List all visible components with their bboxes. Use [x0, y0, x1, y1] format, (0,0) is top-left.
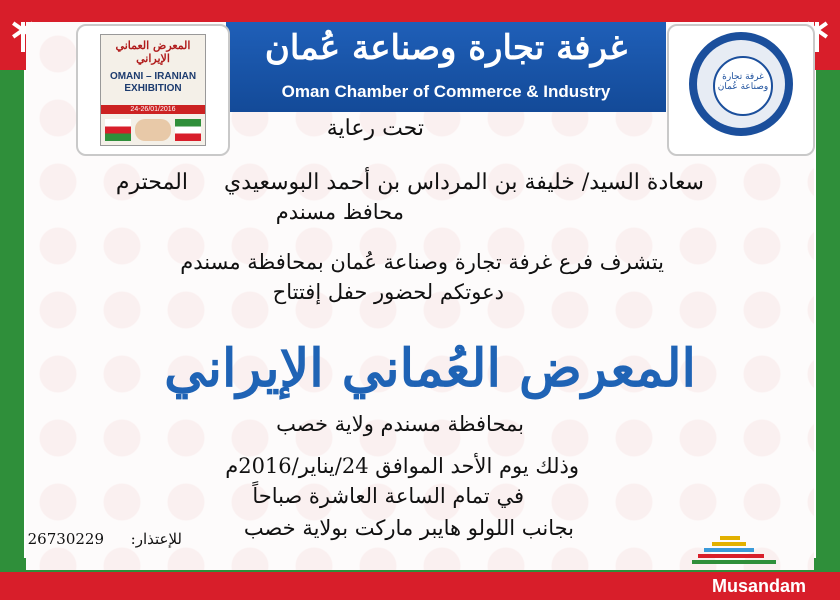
apology-label: للإعتذار: [130, 530, 182, 548]
iran-flag-icon [175, 119, 201, 141]
honoree-title: محافظ مسندم [275, 200, 404, 224]
chamber-english-title: Oman Chamber of Commerce & Industry [281, 82, 611, 101]
handshake-icon [135, 119, 171, 141]
honoree-name: سعادة السيد/ خليفة بن المرداس بن أحمد البوسعيدي [224, 170, 704, 195]
apology-phone: 26730229 [27, 530, 104, 548]
exhibition-logo-arabic: المعرض العماني الإيراني [115, 39, 191, 65]
frame-left-green [0, 22, 24, 600]
chamber-banner [226, 22, 666, 112]
exhibition-logo-english [101, 71, 205, 95]
event-venue: بجانب اللولو هايبر ماركت بولاية خصب [243, 516, 574, 540]
invitation-card [26, 22, 814, 570]
event-time: في تمام الساعة العاشرة صباحاً [252, 484, 524, 508]
seal-text: غرفة تجارة وصناعة عُمان [717, 72, 769, 92]
event-location: بمحافظة مسندم ولاية خصب [276, 412, 524, 436]
musandam-logo-icon [690, 532, 786, 572]
invitation-line-2: دعوتكم لحضور حفل إفتتاح [272, 280, 504, 304]
invitation-line-1: يتشرف فرع غرفة تجارة وصناعة عُمان بمحافظة مسندم [180, 250, 664, 274]
musandam-watermark: Musandam [712, 576, 807, 596]
honorific: المحترم [115, 170, 188, 195]
frame-right-green [816, 22, 840, 600]
chamber-gear-seal-icon [689, 32, 793, 136]
chamber-seal [667, 24, 815, 156]
exhibition-logo-line2: EXHIBITION [124, 83, 182, 94]
frame-top-band [0, 0, 840, 22]
event-date: وذلك يوم الأحد الموافق 24/يناير/2016م [225, 454, 579, 478]
exhibition-logo-date: 24-26/01/2016 [101, 105, 205, 114]
exhibition-logo-line1: OMANI – IRANIAN [109, 71, 197, 82]
chamber-arabic-title: غرفة تجارة وصناعة عُمان [264, 28, 628, 68]
event-title: المعرض العُماني الإيراني [164, 338, 696, 399]
oman-flag-icon [105, 119, 131, 141]
exhibition-logo [76, 24, 230, 156]
patronage-label: تحت رعاية [326, 116, 424, 141]
